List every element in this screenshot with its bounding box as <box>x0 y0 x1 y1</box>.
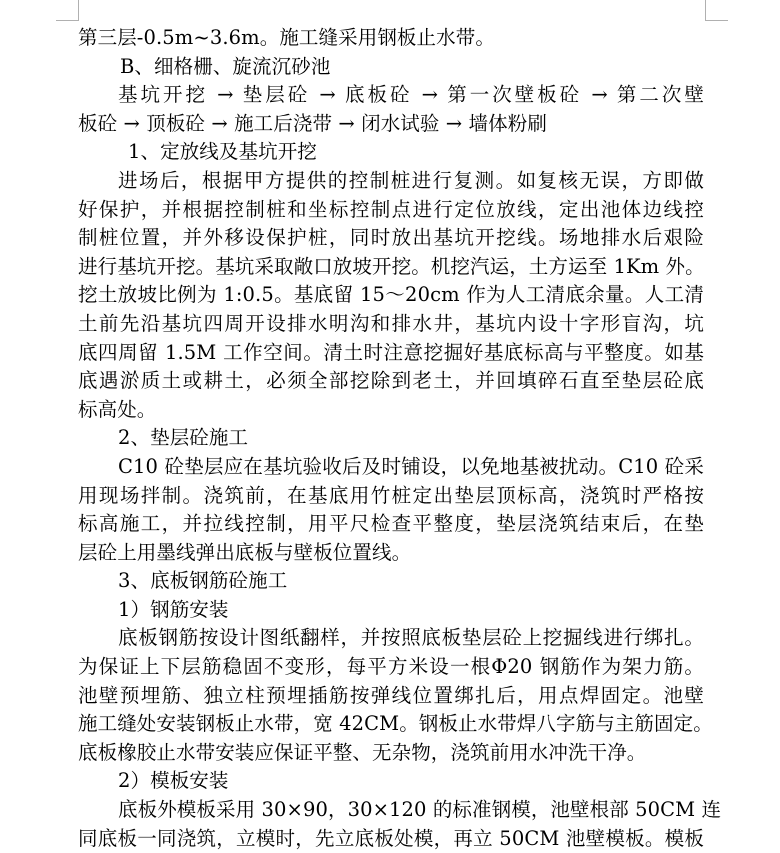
text-line: 进场后，根据甲方提供的控制桩进行复测。如复核无误，方即做 <box>118 168 704 192</box>
text-line: 2、垫层砼施工 <box>118 426 249 450</box>
text-line: 标高施工，并拉线控制，用平尺检查平整度，垫层浇筑结束后，在垫 <box>78 512 704 536</box>
text-line: 同底板一同浇筑，立模时，先立底板处模，再立 50CM 池壁模板。模板 <box>78 826 704 850</box>
text-line: 底遇淤质土或耕土，必须全部挖除到老土，并回填碎石直至垫层砼底 <box>78 369 704 393</box>
text-line: C10 砼垫层应在基坑验收后及时铺设，以免地基被扰动。C10 砼采 <box>118 454 704 478</box>
text-line: 标高处。 <box>78 397 157 421</box>
text-line: 好保护，并根据控制桩和坐标控制点进行定位放线，定出池体边线控 <box>78 197 704 221</box>
text-line: B、细格栅、旋流沉砂池 <box>120 54 331 78</box>
text-line: 为保证上下层筋稳固不变形，每平方米设一根Φ20 钢筋作为架力筋。 <box>78 655 704 679</box>
text-line: 进行基坑开挖。基坑采取敞口放坡开挖。机挖汽运，土方运至 1Km 外。 <box>78 254 705 278</box>
text-line: 施工缝处安装钢板止水带，宽 42CM。钢板止水带焊八字筋与主筋固定。 <box>78 712 713 736</box>
text-line: 制桩位置，并外移设保护桩，同时放出基坑开挖线。场地排水后艰险 <box>78 226 704 250</box>
text-line: 层砼上用墨线弹出底板与壁板位置线。 <box>78 540 412 564</box>
text-line: 3、底板钢筋砼施工 <box>118 569 288 593</box>
document-body <box>78 24 722 853</box>
text-line: 底板钢筋按设计图纸翻样，并按照底板垫层砼上挖掘线进行绑扎。 <box>118 626 704 650</box>
margin-corner-mark-right <box>705 0 728 21</box>
text-line: 底板外模板采用 30×90，30×120 的标准钢模，池壁根部 50CM 连 <box>118 798 722 822</box>
text-line: 基坑开挖 → 垫层砼 → 底板砼 → 第一次壁板砼 → 第二次壁 <box>118 83 704 107</box>
text-line: 底板橡胶止水带安装应保证平整、无杂物，浇筑前用水冲洗干净。 <box>78 740 647 764</box>
text-line: 池壁预埋筋、独立柱预埋插筋按弹线位置绑扎后，用点焊固定。池壁 <box>78 683 704 707</box>
text-line: 1）钢筋安装 <box>118 597 229 621</box>
text-line: 1、定放线及基坑开挖 <box>128 140 317 164</box>
margin-corner-mark-left <box>56 0 79 21</box>
text-line: 土前先沿基坑四周开设排水明沟和排水井，基坑内设十字形盲沟，坑 <box>78 311 704 335</box>
text-line: 2）模板安装 <box>118 769 229 793</box>
text-line: 底四周留 1.5M 工作空间。清土时注意挖掘好基底标高与平整度。如基 <box>78 340 704 364</box>
text-line: 用现场拌制。浇筑前，在基底用竹桩定出垫层顶标高，浇筑时严格按 <box>78 483 704 507</box>
text-line: 板砼 → 顶板砼 → 施工后浇带 → 闭水试验 → 墙体粉刷 <box>78 111 547 135</box>
text-line: 挖土放坡比例为 1:0.5。基底留 15～20cm 作为人工清底余量。人工清 <box>78 283 704 307</box>
text-line: 第三层-0.5m~3.6m。施工缝采用钢板止水带。 <box>78 26 495 49</box>
